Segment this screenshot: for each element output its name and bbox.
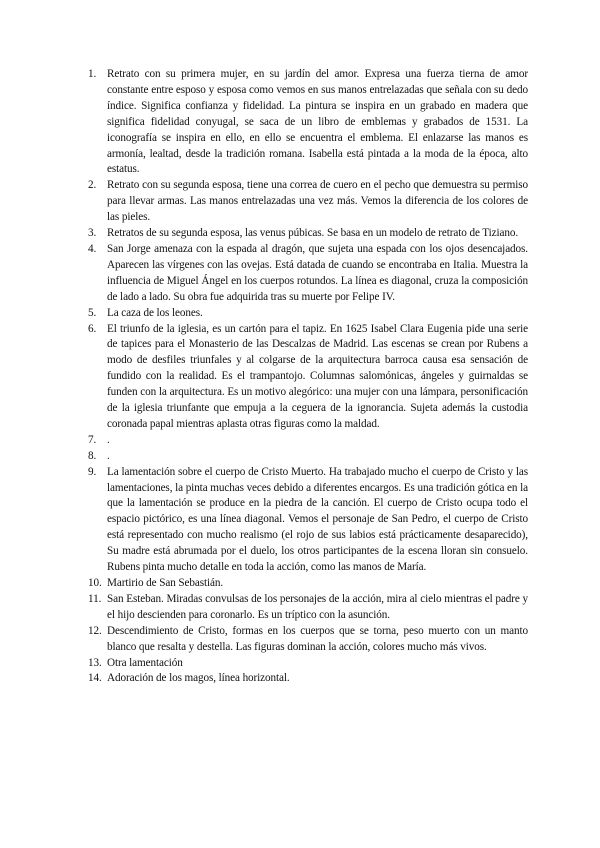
notes-list <box>88 67 528 687</box>
item-number: 14. <box>88 672 102 685</box>
item-text: Retrato con su primera mujer, en su jardín del amor. Expresa una fuerza tierna de amor constante entre esposo y esposa como vemos en sus manos entrelazadas que señala con su dedo índice. Significa confianza y fidelidad. La pintura se inspira en un grabado en madera que significa fidelidad conyugal, se saca de un libro de emblemas y grabados de 1531. La iconografía se inspira en ello, en ello se encuentra el emblema. El enlazarse las manos es armonía, lealtad, desde la tradición romana. Isabella está pintada a la moda de la época, alto estatus. <box>107 68 528 176</box>
list-item <box>88 322 528 433</box>
item-number: 10. <box>88 577 102 589</box>
item-text: Descendimiento de Cristo, formas en los cuerpos que se torna, peso muerto con un manto blanco que resalta y destella. Las figuras dominan la acción, colores mucho más vivos. <box>107 624 528 653</box>
item-number: 13. <box>88 656 102 669</box>
item-number: 1. <box>88 68 97 80</box>
list-item <box>88 592 528 624</box>
list-item <box>88 656 528 672</box>
item-text: San Jorge amenaza con la espada al dragón, que sujeta una espada con los ojos desencajados. Aparecen las vírgenes con las ovejas. Está datada de cuando se encontraba en Italia. Muestra la influencia de Miguel Ángel en los cuerpos rotundos. La línea es diagonal, cruza la composición de lado a lado. Su obra fue adquirida tras su muerte por Felipe IV. <box>107 242 528 303</box>
item-text: Adoración de los magos, línea horizontal. <box>107 672 290 685</box>
item-number: 2. <box>88 179 97 192</box>
item-number: 11. <box>88 592 102 605</box>
item-text: La lamentación sobre el cuerpo de Cristo Muerto. Ha trabajado mucho el cuerpo de Cristo y las lamentaciones, la pinta muchas veces debido a diferentes encargos. Es una tradición gótica en la que la lamentación se produce en la piedra de la canción. El cuerpo de Cristo ocupa todo el espacio pictórico, es una línea diagonal. Vemos el personaje de San Pedro, el cuerpo de Cristo está representado con mucho realismo (el rojo de sus labios está prácticamente desaparecido), Su madre está abrumada por el duelo, los otros participantes de la escena lloran sin consuelo. Rubens pinta mucho detalle en toda la acción, como las manos de María. <box>107 465 528 574</box>
list-item <box>88 178 528 226</box>
item-number: 3. <box>88 227 97 240</box>
list-item <box>88 465 528 576</box>
item-text: Otra lamentación <box>107 656 183 669</box>
item-number: 12. <box>88 624 102 637</box>
item-number: 6. <box>88 322 97 335</box>
item-text: Retratos de su segunda esposa, las venus púbicas. Se basa en un modelo de retrato de Tiziano. <box>107 227 519 240</box>
item-number: 9. <box>88 465 97 478</box>
item-text: La caza de los leones. <box>107 306 203 319</box>
list-item <box>88 306 528 322</box>
list-item <box>88 242 528 306</box>
list-item <box>88 449 528 465</box>
item-number: 4. <box>88 242 97 255</box>
list-item <box>88 67 528 178</box>
list-item <box>88 433 528 449</box>
item-text: El triunfo de la iglesia, es un cartón para el tapiz. En 1625 Isabel Clara Eugenia pide una serie de tapices para el Monasterio de las Descalzas de Madrid. Las escenas se crean por Rubens a modo de desfiles triunfales y al colgarse de la arquitectura barroca causa esa sensación de fundido con la realidad. Es el trampantojo. Columnas salomónicas, ángeles y guirnaldas se funden con la arquitectura. Es un motivo alegórico: una mujer con una lámpara, personificación de la iglesia triunfante que empuja a la ceguera de la ignorancia. Sujeta además la custodia coronada papal mientras aplasta otras figuras como la maldad. <box>107 322 528 430</box>
list-item <box>88 624 528 656</box>
list-item <box>88 576 528 592</box>
item-number: 7. <box>88 433 97 446</box>
item-text: San Esteban. Miradas convulsas de los personajes de la acción, mira al cielo mientras el padre y el hijo descienden para coronarlo. Es un tríptico con la asunción. <box>107 592 528 621</box>
item-text: . <box>107 433 110 446</box>
list-item <box>88 226 528 242</box>
item-text: Retrato con su segunda esposa, tiene una correa de cuero en el pecho que demuestra su permiso para llevar armas. Las manos entrelazadas una vez más. Vemos la diferencia de los colores de las pieles. <box>107 179 528 224</box>
item-number: 8. <box>88 449 97 462</box>
item-number: 5. <box>88 306 97 319</box>
list-item <box>88 671 528 687</box>
item-text: Martirio de San Sebastián. <box>107 577 224 589</box>
item-text: . <box>107 449 110 462</box>
